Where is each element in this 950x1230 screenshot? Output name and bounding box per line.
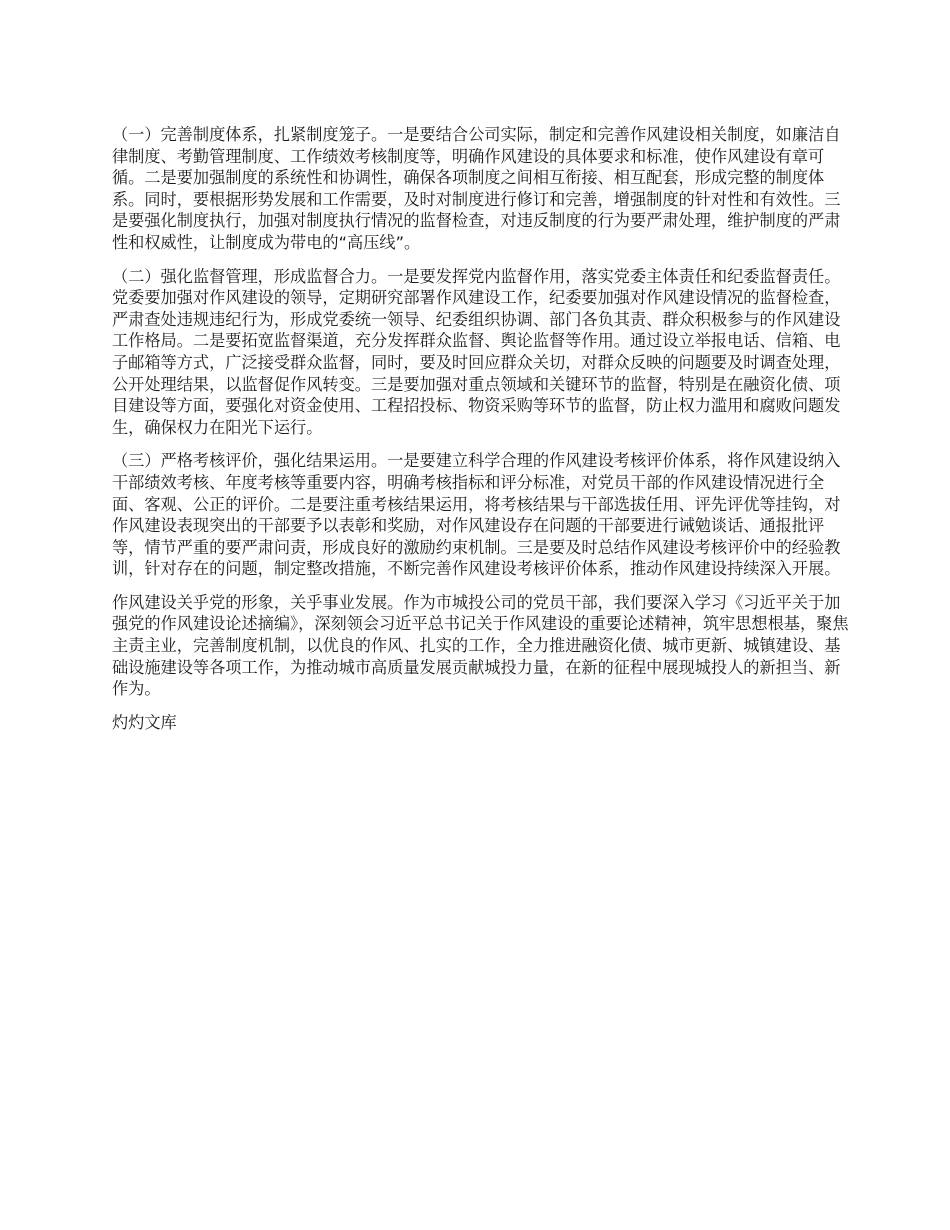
paragraph-assessment: （三）严格考核评价，强化结果运用。一是要建立科学合理的作风建设考核评价体系，将作风建设纳入干部绩效考核、年度考核等重要内容，明确考核指标和评分标准，对党员干部的作风建设情况进行全面、客观、公正的评价。二是要注重考核结果运用，将考核结果与干部选拔任用、评先评优等挂钩，对作风建设表现突出的干部要予以表彰和奖励，对作风建设存在问题的干部要进行诫勉谈话、通报批评等，情节严重的要严肃问责，形成良好的激励约束机制。三是要及时总结作风建设考核评价中的经验教训，针对存在的问题，制定整改措施，不断完善作风建设考核评价体系，推动作风建设持续深入开展。 [112,451,841,579]
source-signature: 灼灼文库 [112,712,177,732]
document-body [112,124,852,733]
paragraph-conclusion: 作风建设关乎党的形象，关乎事业发展。作为市城投公司的党员干部，我们要深入学习《习近平关于加强党的作风建设论述摘编》，深刻领会习近平总书记关于作风建设的重要论述精神，筑牢思想根基，聚焦主责主业，完善制度机制，以优良的作风、扎实的工作，全力推进融资化债、城市更新、城镇建设、基础设施建设等各项工作，为推动城市高质量发展贡献城投力量，在新的征程中展现城投人的新担当、新作为。 [112,592,849,699]
paragraph-supervision: （二）强化监督管理，形成监督合力。一是要发挥党内监督作用，落实党委主体责任和纪委监督责任。党委要加强对作风建设的领导，定期研究部署作风建设工作，纪委要加强对作风建设情况的监督检查，严肃查处违规违纪行为，形成党委统一领导、纪委组织协调、部门各负其责、群众积极参与的作风建设工作格局。二是要拓宽监督渠道，充分发挥群众监督、舆论监督等作用。通过设立举报电话、信箱、电子邮箱等方式，广泛接受群众监督，同时，要及时回应群众关切，对群众反映的问题要及时调查处理，公开处理结果，以监督促作风转变。三是要加强对重点领域和关键环节的监督，特别是在融资化债、项目建设等方面，要强化对资金使用、工程招投标、物资采购等环节的监督，防止权力滥用和腐败问题发生，确保权力在阳光下运行。 [112,266,841,437]
paragraph-system-building: （一）完善制度体系，扎紧制度笼子。一是要结合公司实际，制定和完善作风建设相关制度，如廉洁自律制度、考勤管理制度、工作绩效考核制度等，明确作风建设的具体要求和标准，使作风建设有章可循。二是要加强制度的系统性和协调性，确保各项制度之间相互衔接、相互配套，形成完整的制度体系。同时，要根据形势发展和工作需要，及时对制度进行修订和完善，增强制度的针对性和有效性。三是要强化制度执行，加强对制度执行情况的监督检查，对违反制度的行为要严肃处理，维护制度的严肃性和权威性，让制度成为带电的“高压线”。 [112,125,841,252]
